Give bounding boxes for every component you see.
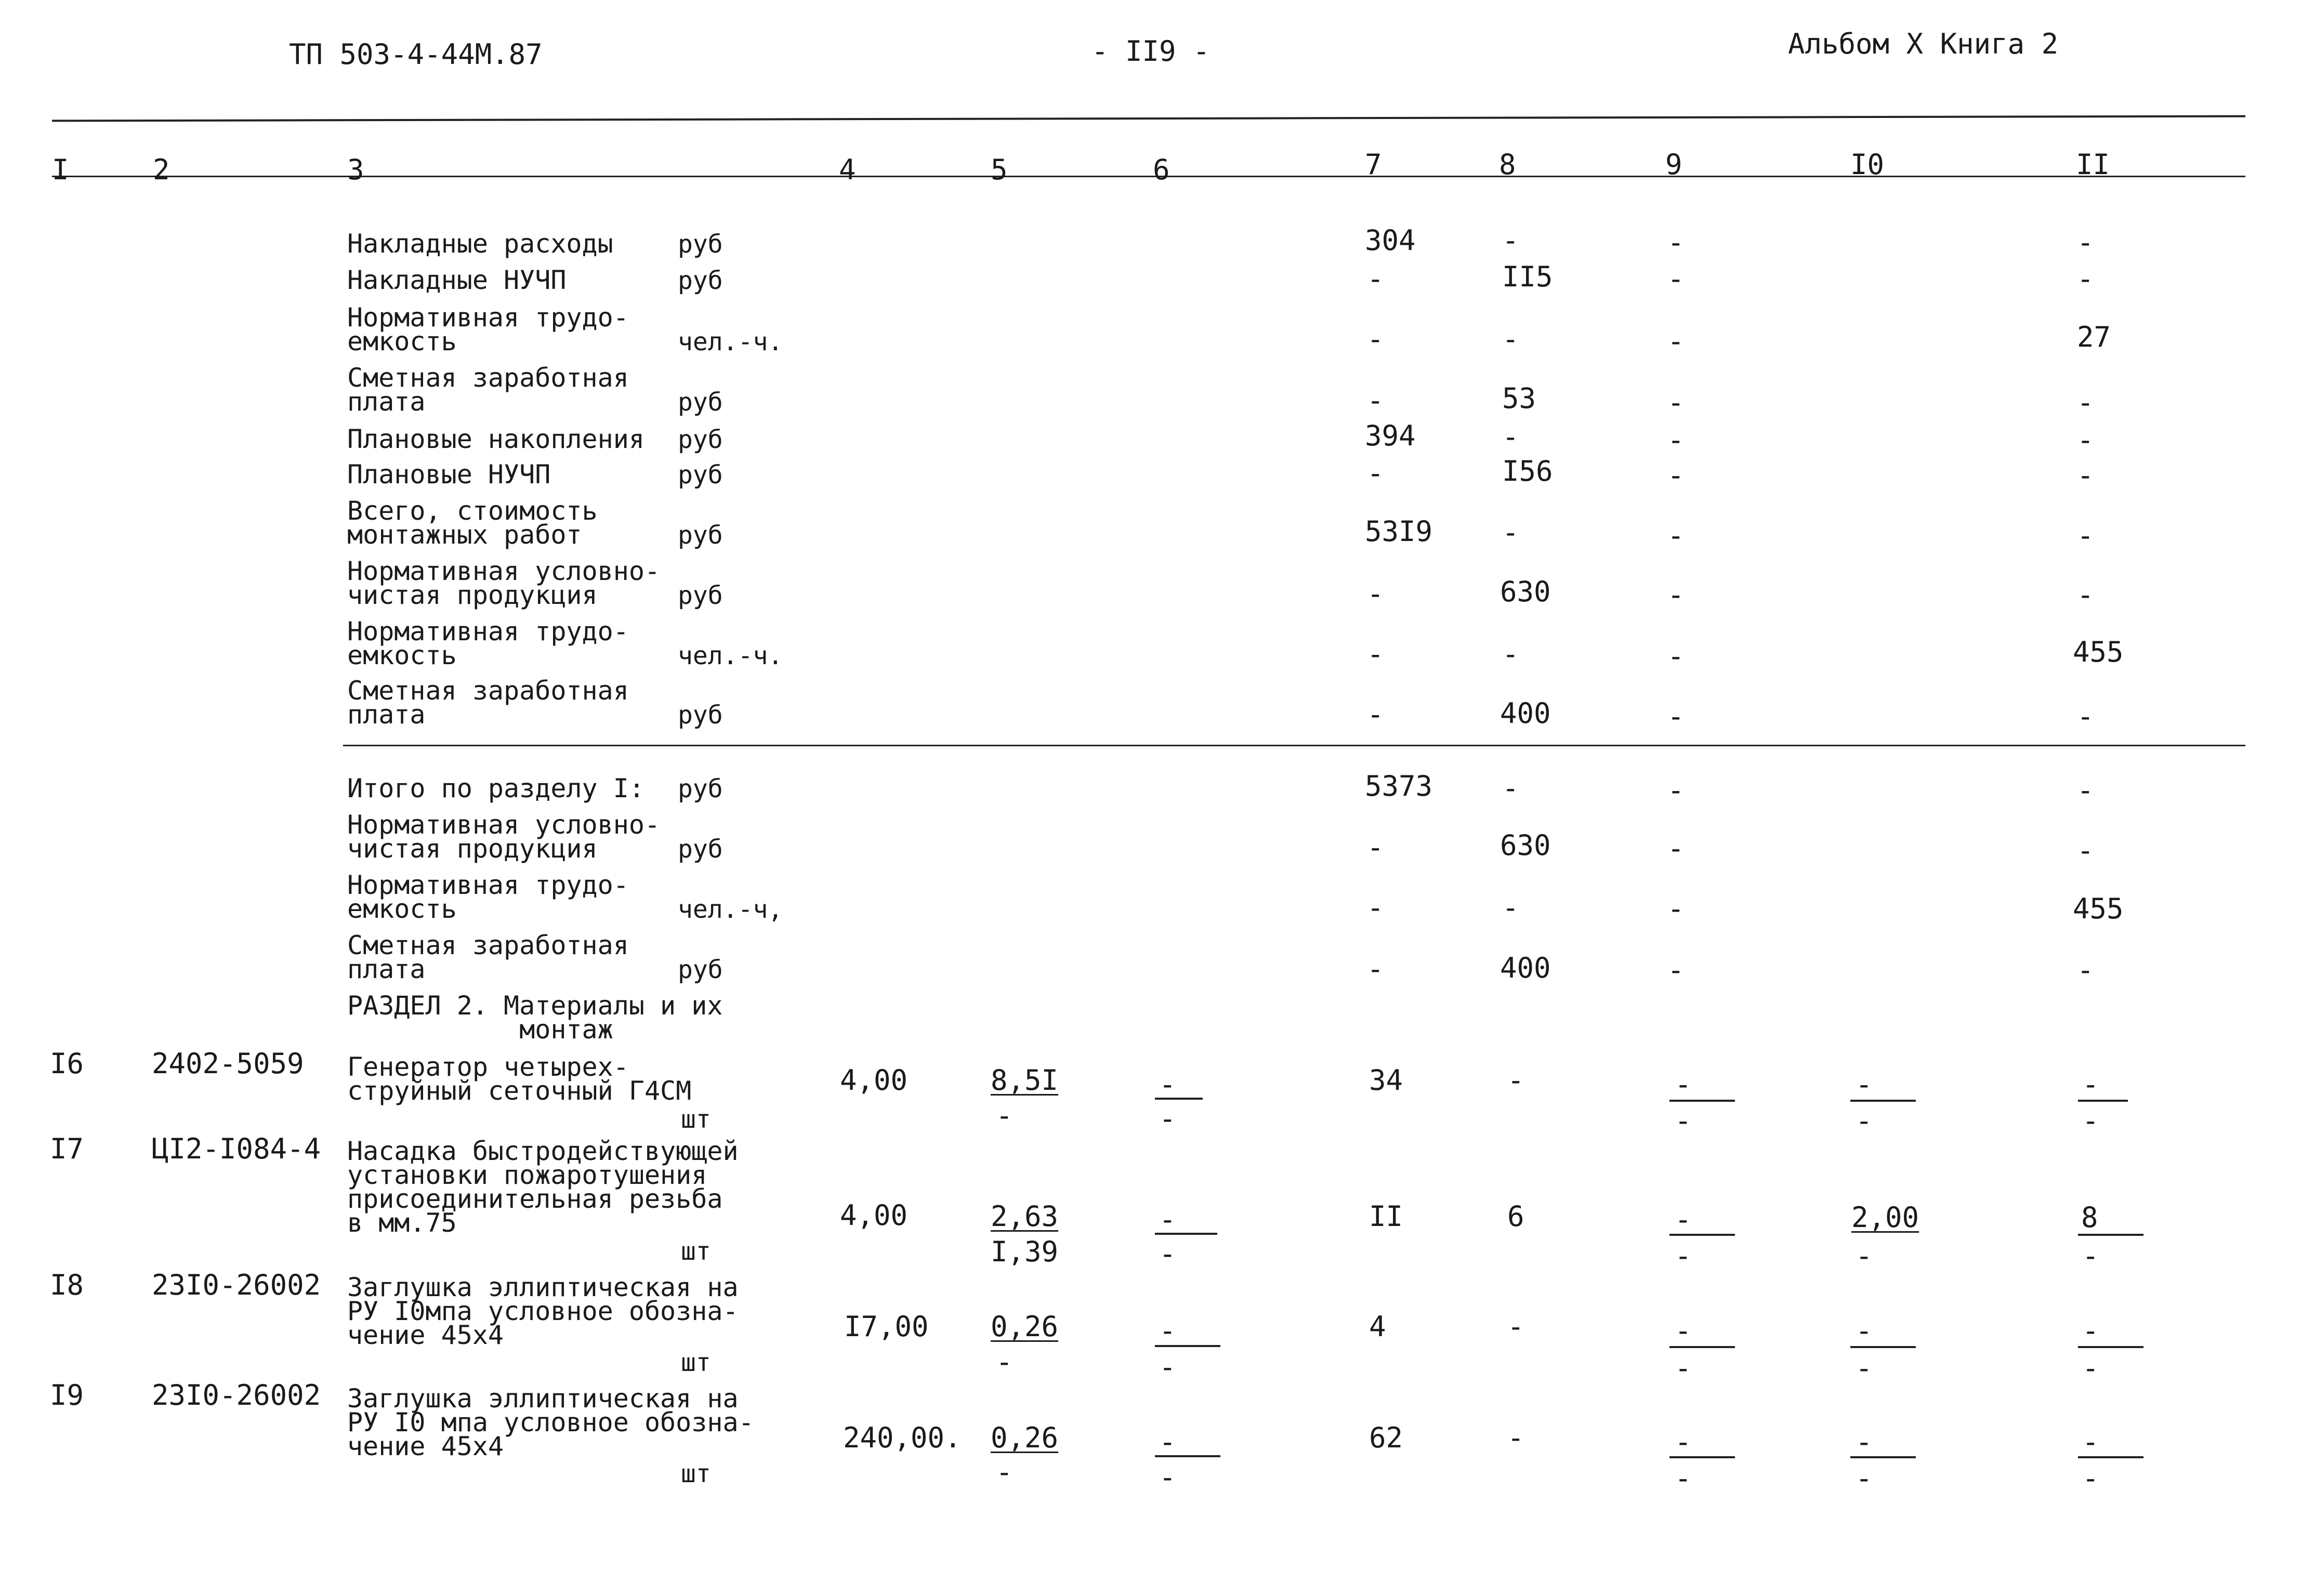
item-name: Насадка быстродействующей установки пожаротушения присоединительная резьба в мм.75 [347,1136,739,1238]
col8-value: - [1502,224,1519,257]
col7-value: - [1367,323,1384,355]
col7-value: - [1367,384,1384,417]
row-unit: чел.-ч, [678,895,783,924]
col8-value: 6 [1507,1200,1524,1233]
col5-bottom: - [996,1346,1013,1378]
col8-value: - [1502,420,1519,453]
col6-fraction-line [1155,1098,1203,1100]
col7-value: - [1367,457,1384,490]
col7-value: - [1367,638,1384,670]
item-code: ЦI2-I084-4 [152,1132,321,1165]
row-unit: руб [678,388,723,417]
col9-value: - [1667,226,1685,259]
col6-fraction-line [1155,1345,1220,1347]
item-number: I9 [50,1379,84,1412]
col9-value: - [1667,774,1685,807]
item-name: Заглушка эллиптическая на РУ I0мпа условное обозна- чение 45х4 [347,1272,739,1350]
col9-value: - [1667,519,1685,552]
col8-value: 630 [1500,829,1551,862]
col10-fraction-line [1850,1346,1916,1348]
col9-value: - [1667,325,1685,358]
col11-value: - [2077,226,2094,259]
col8-value: II5 [1502,260,1553,293]
row-unit: руб [678,230,723,259]
col6-bottom: - [1159,1237,1176,1270]
column-header-2: 2 [153,153,170,186]
col6-bottom: - [1159,1102,1176,1135]
column-header-8: 8 [1499,148,1516,181]
item-number: I8 [50,1269,84,1301]
col9-fraction-line [1669,1456,1735,1458]
col9-top: - [1675,1068,1692,1101]
col11-bottom: - [2082,1352,2099,1384]
column-header-4: 4 [839,153,856,186]
col7-value: II [1369,1200,1403,1233]
col5-top: 0,26 [991,1310,1059,1343]
col7-value: 34 [1369,1064,1403,1097]
col10-top: - [1856,1068,1873,1101]
column-header-11: II [2076,148,2110,181]
column-header-1: I [52,153,69,186]
item-code: 2402-5059 [152,1047,304,1080]
col9-top: - [1675,1426,1692,1458]
col7-value: 4 [1369,1310,1386,1343]
col9-value: - [1667,954,1685,986]
col7-value: - [1367,891,1384,924]
item-number: I7 [50,1132,84,1165]
column-header-rule [52,176,2245,177]
col11-value: - [2077,700,2094,733]
column-header-5: 5 [991,153,1008,186]
col11-fraction-line [2078,1456,2143,1458]
col5-top: 2,63 [991,1200,1059,1233]
col7-value: 5373 [1365,770,1433,802]
col11-value: - [2077,459,2094,492]
page-number: - II9 - [1091,35,1210,68]
col10-bottom: - [1856,1462,1873,1495]
column-header-9: 9 [1665,148,1682,181]
col7-value: - [1367,831,1384,864]
col10-fraction-line [1850,1456,1916,1458]
col7-value: 53I9 [1365,515,1433,548]
col11-value: - [2077,386,2094,419]
col9-bottom: - [1675,1462,1692,1495]
col9-value: - [1667,640,1685,672]
col9-value: - [1667,578,1685,611]
row-label: Итого по разделу I: [347,773,644,803]
col8-value: - [1502,323,1519,355]
col9-fraction-line [1669,1100,1735,1102]
col11-bottom: - [2082,1104,2099,1137]
row-label: Сметная заработная плата [347,676,629,730]
row-unit: руб [678,521,723,550]
col9-value: - [1667,832,1685,865]
item-code: 23I0-26002 [152,1269,321,1301]
col11-bottom: - [2082,1239,2099,1272]
row-unit: руб [678,425,723,454]
item-name: Заглушка эллиптическая на РУ I0 мпа условное обозна- чение 45х4 [347,1383,754,1461]
column-header-6: 6 [1153,153,1170,186]
col7-value: - [1367,577,1384,610]
col11-fraction-line [2078,1100,2128,1102]
col7-value: 62 [1369,1421,1403,1454]
col11-fraction-line [2078,1234,2143,1236]
col10-bottom: - [1856,1104,1873,1137]
col9-top: - [1675,1314,1692,1347]
col8-value: - [1507,1064,1524,1097]
col8-value: 630 [1500,575,1551,608]
row-unit: руб [678,460,723,490]
item-quantity: 240,00. [843,1421,962,1454]
row-label: Нормативная трудо- емкость [347,870,629,924]
col9-value: - [1667,892,1685,925]
row-label: Нормативная условно- чистая продукция [347,556,661,610]
col6-fraction-line [1155,1455,1220,1457]
col10-bottom: - [1856,1239,1873,1272]
col6-fraction-line [1155,1233,1217,1235]
section-subtotal-rule [343,745,2245,746]
album-reference: Альбом X Книга 2 [1788,28,2059,60]
item-unit: шт [681,1459,711,1488]
col10-top: - [1856,1314,1873,1347]
col10-fraction-line [1850,1100,1916,1102]
item-unit: шт [681,1105,711,1134]
col8-value: - [1507,1421,1524,1454]
col11-value: 27 [2077,321,2111,353]
col6-bottom: - [1159,1461,1176,1494]
col9-bottom: - [1675,1239,1692,1272]
col10-bottom: - [1856,1352,1873,1384]
col8-value: 400 [1500,952,1551,984]
item-quantity: 4,00 [840,1064,908,1097]
item-quantity: 4,00 [840,1199,908,1232]
row-label: Сметная заработная плата [347,363,629,417]
col11-value: - [2077,834,2094,867]
column-header-7: 7 [1365,148,1382,181]
col11-top: - [2082,1426,2099,1458]
row-label: Нормативная трудо- емкость [347,302,629,357]
row-unit: чел.-ч. [678,327,783,357]
col11-value: - [2077,578,2094,611]
col11-value: - [2077,954,2094,986]
col11-fraction-line [2078,1346,2143,1348]
row-unit: руб [678,835,723,864]
column-header-10: I0 [1850,148,1885,181]
col8-value: 400 [1500,697,1551,730]
col11-value: - [2077,519,2094,552]
col6-top: - [1159,1314,1176,1347]
col7-value: 304 [1365,224,1416,257]
row-unit: руб [678,701,723,730]
col11-bottom: - [2082,1462,2099,1495]
col6-top: - [1159,1068,1176,1101]
col8-value: - [1502,638,1519,670]
col11-value: - [2077,774,2094,807]
col11-top: - [2082,1314,2099,1347]
col9-value: - [1667,262,1685,295]
row-label: Накладные расходы [347,229,613,259]
section-2-title: РАЗДЕЛ 2. Материалы и их монтаж [347,991,723,1045]
item-unit: шт [681,1348,711,1377]
row-label: Плановые накопления [347,424,644,454]
col8-value: I56 [1502,455,1553,487]
row-unit: руб [678,266,723,295]
col9-fraction-line [1669,1346,1735,1348]
item-quantity: I7,00 [844,1310,929,1343]
col5-top: 8,5I [991,1064,1059,1097]
row-label: Накладные НУЧП [347,265,567,295]
col9-bottom: - [1675,1352,1692,1384]
col8-value: - [1502,891,1519,924]
col7-value: - [1367,953,1384,985]
col11-value: 455 [2073,892,2124,925]
col5-top: 0,26 [991,1421,1059,1454]
col8-value: - [1502,772,1519,804]
item-name: Генератор четырех- струйный сеточный Г4СМ [347,1052,692,1106]
row-unit: чел.-ч. [678,641,783,670]
col8-value: 53 [1502,382,1536,415]
col9-value: - [1667,700,1685,733]
row-label: Сметная заработная плата [347,930,629,984]
item-number: I6 [50,1047,84,1080]
document-code: ТП 503-4-44М.87 [289,38,543,71]
col11-value: - [2077,262,2094,295]
col7-value: 394 [1365,419,1416,452]
top-rule [52,115,2245,122]
col9-top: - [1675,1203,1692,1236]
col6-bottom: - [1159,1351,1176,1383]
col5-bottom: - [996,1456,1013,1488]
col6-top: - [1159,1203,1176,1236]
col9-fraction-line [1669,1234,1735,1236]
col11-top: - [2082,1068,2099,1101]
col11-value: - [2077,424,2094,456]
row-label: Плановые НУЧП [347,459,551,490]
col7-value: - [1367,698,1384,731]
col9-value: - [1667,459,1685,492]
col10-top: 2,00 [1851,1201,1919,1234]
col11-value: 455 [2073,636,2124,668]
col7-value: - [1367,262,1384,295]
row-unit: руб [678,581,723,610]
row-unit: руб [678,955,723,984]
row-label: Всего, стоимость монтажных работ [347,496,598,550]
col9-value: - [1667,424,1685,456]
col9-value: - [1667,386,1685,419]
item-code: 23I0-26002 [152,1379,321,1412]
col5-bottom: - [996,1099,1013,1132]
row-label: Нормативная трудо- емкость [347,616,629,670]
col10-top: - [1856,1426,1873,1458]
column-header-3: 3 [347,153,364,186]
col8-value: - [1507,1310,1524,1343]
col9-bottom: - [1675,1104,1692,1137]
col6-top: - [1159,1426,1176,1458]
item-unit: шт [681,1237,711,1266]
col5-bottom: I,39 [991,1235,1059,1268]
row-unit: руб [678,774,723,803]
col8-value: - [1502,516,1519,549]
col11-top: 8 [2081,1201,2098,1234]
row-label: Нормативная условно- чистая продукция [347,810,661,864]
